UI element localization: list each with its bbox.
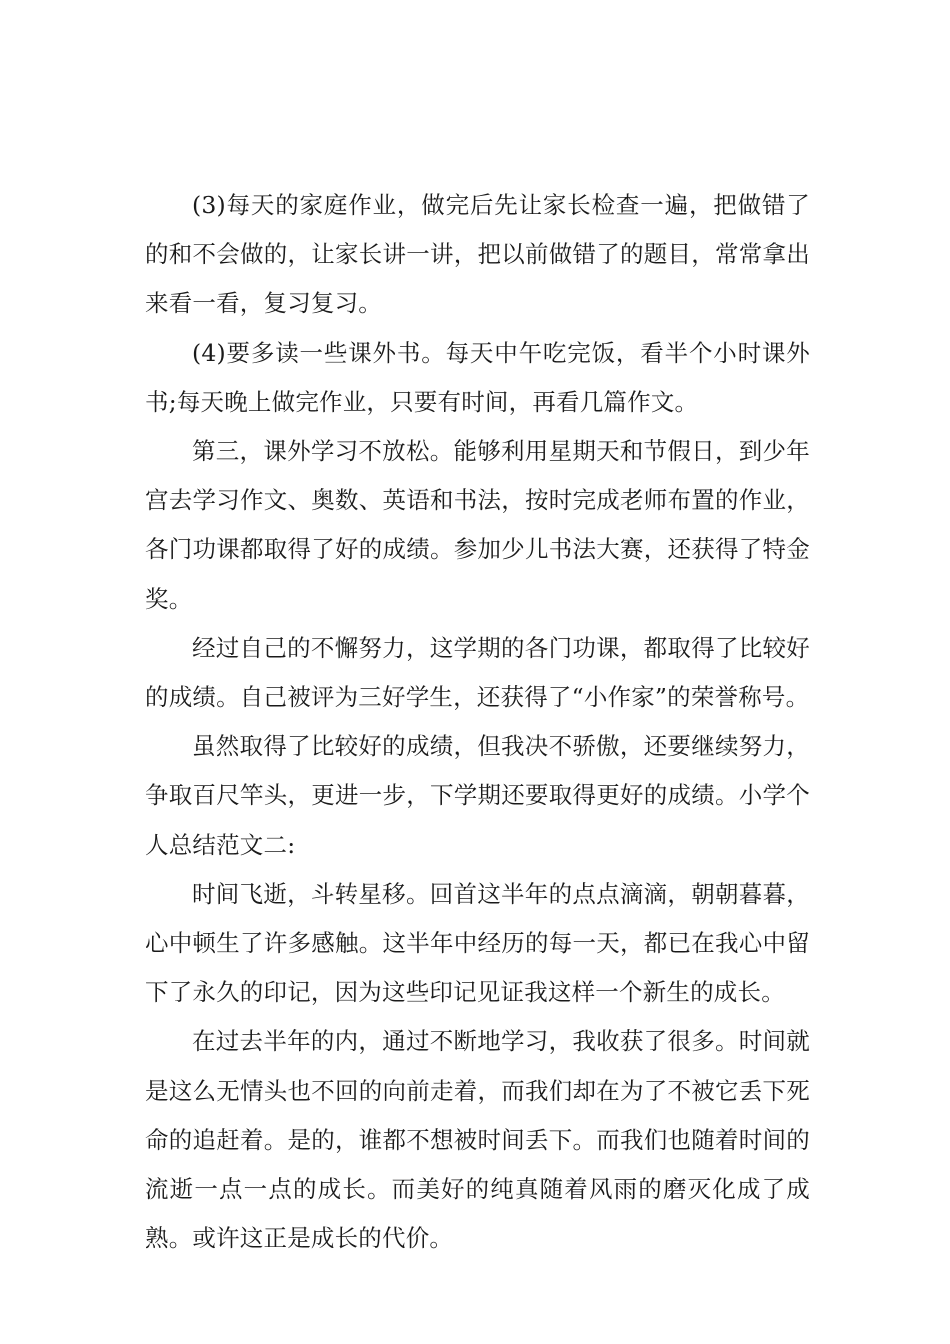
paragraph-growth: 在过去半年的内，通过不断地学习，我收获了很多。时间就是这么无情头也不回的向前走着，而我们却在为了不被它丢下死命的追赶着。是的，谁都不想被时间丢下。而我们也随着时间的流逝一点一点的成长。而美好的纯真随着风雨的磨灭化成了成熟。或许这正是成长的代价。	[145, 1027, 810, 1253]
paragraph-time-flies: 时间飞逝，斗转星移。回首这半年的点点滴滴，朝朝暮暮，心中顿生了许多感触。这半年中经历的每一天，都已在我心中留下了永久的印记，因为这些印记见证我这样一个新生的成长。	[145, 879, 810, 1007]
paragraph-homework: (3)每天的家庭作业，做完后先让家长检查一遍，把做错了的和不会做的，让家长讲一讲，把以前做错了的题目，常常拿出来看一看，复习复习。	[145, 191, 810, 318]
paragraph-resolution: 虽然取得了比较好的成绩，但我决不骄傲，还要继续努力，争取百尺竿头，更进一步，下学期还要取得更好的成绩。小学个人总结范文二:	[145, 732, 810, 859]
paragraph-achievements: 经过自己的不懈努力，这学期的各门功课，都取得了比较好的成绩。自己被评为三好学生，还获得了“小作家”的荣誉称号。	[145, 633, 810, 712]
paragraph-reading: (4)要多读一些课外书。每天中午吃完饭，看半个小时课外书;每天晚上做完作业，只要有时间，再看几篇作文。	[145, 338, 810, 416]
document-body	[145, 181, 810, 1263]
paragraph-extracurricular: 第三，课外学习不放松。能够利用星期天和节假日，到少年宫去学习作文、奥数、英语和书法，按时完成老师布置的作业，各门功课都取得了好的成绩。参加少儿书法大赛，还获得了特金奖。	[145, 437, 810, 613]
